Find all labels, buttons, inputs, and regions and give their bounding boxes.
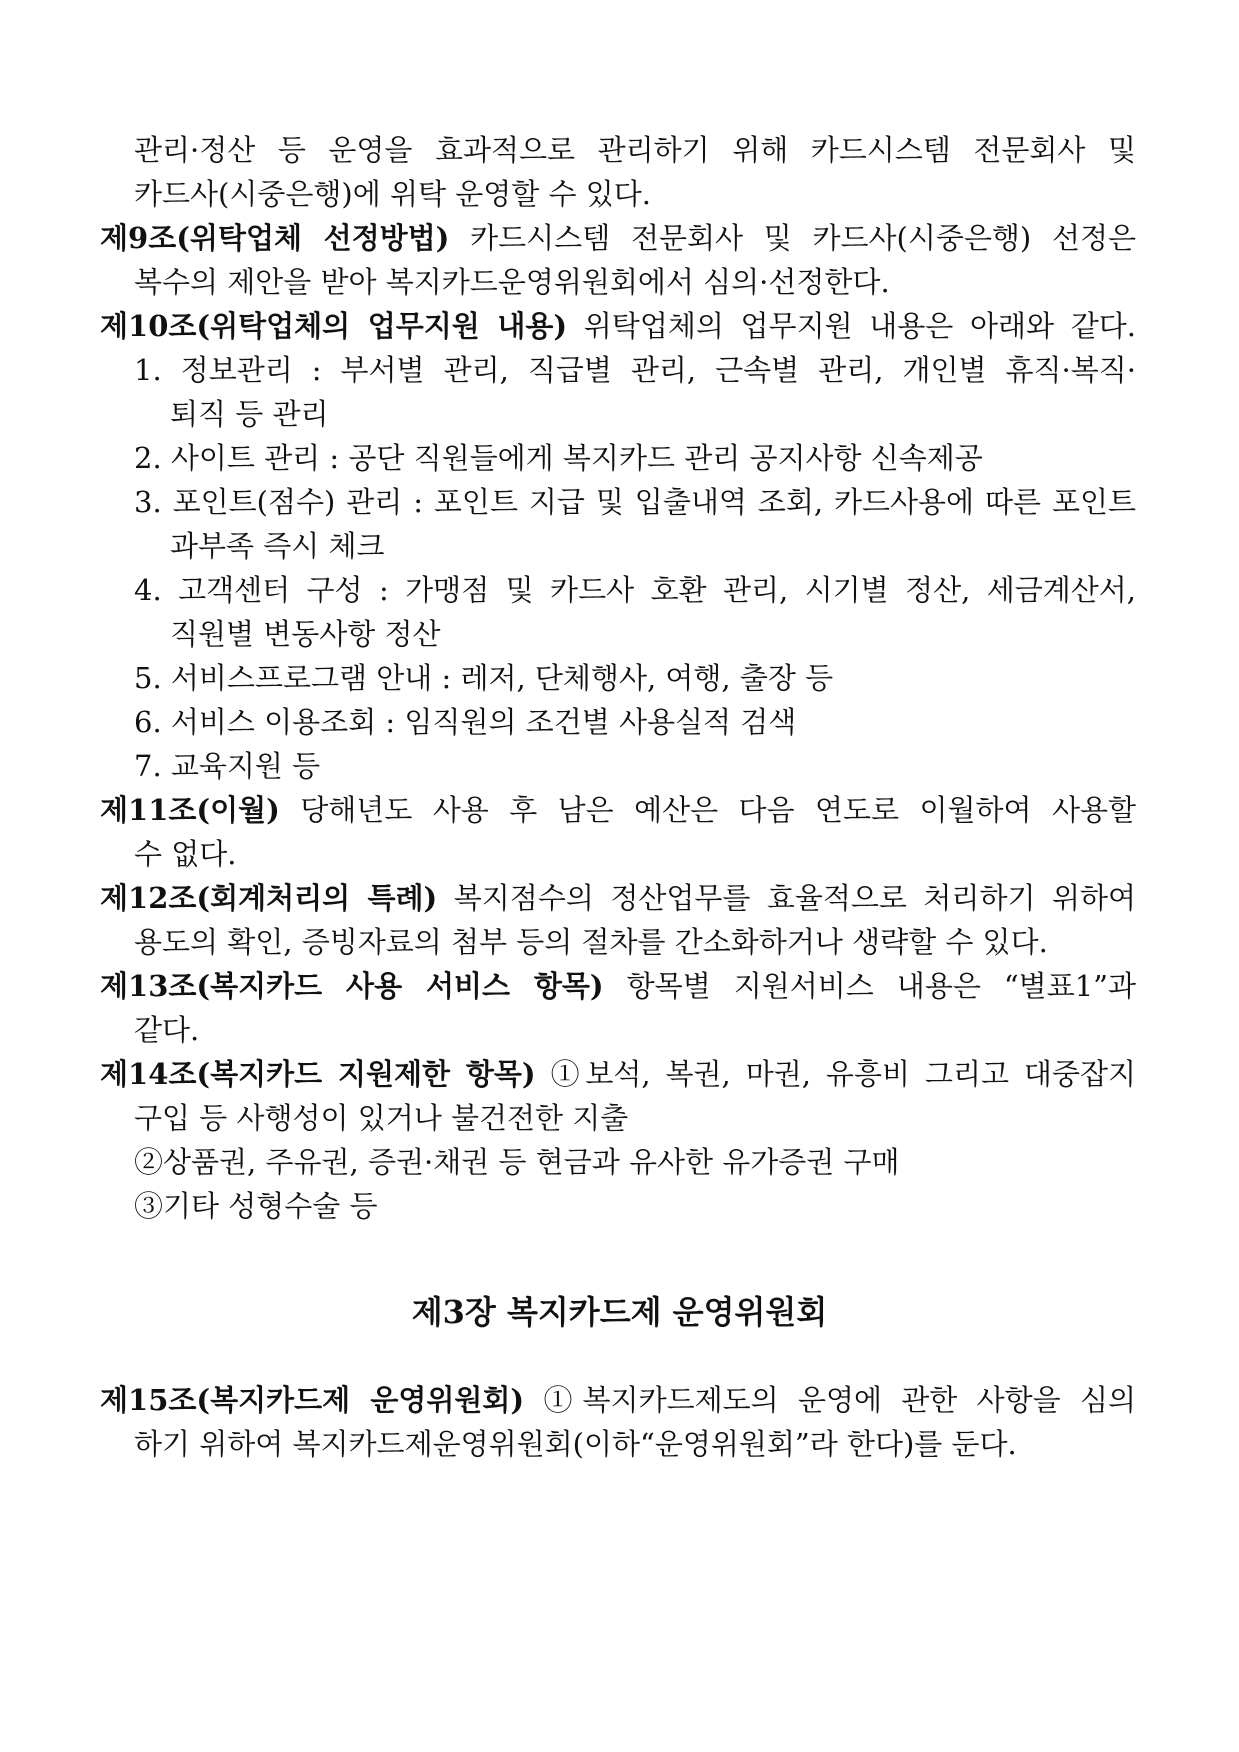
- paragraph-line: 용도의 확인, 증빙자료의 첨부 등의 절차를 간소화하거나 생략할 수 있다.: [134, 925, 1048, 959]
- paragraph-line: 하기 위하여 복지카드제운영위원회(이하“운영위원회”라 한다)를 둔다.: [134, 1427, 1017, 1461]
- article-heading: 제10조(위탁업체의 업무지원 내용): [100, 309, 568, 343]
- article-text: 복지점수의 정산업무를 효율적으로 처리하기 위하여: [437, 881, 1136, 915]
- article-12: [100, 876, 1136, 920]
- article-heading: 제15조(복지카드제 운영위원회): [100, 1383, 525, 1417]
- list-item: 3. 포인트(점수) 관리 : 포인트 지급 및 입출내역 조회, 카드사용에 따른 포인트: [134, 485, 1136, 519]
- list-item: 2. 사이트 관리 : 공단 직원들에게 복지카드 관리 공지사항 신속제공: [134, 441, 983, 475]
- paragraph-line: 구입 등 사행성이 있거나 불건전한 지출: [134, 1101, 629, 1135]
- paragraph-line: ②상품권, 주유권, 증권·채권 등 현금과 유사한 유가증권 구매: [134, 1145, 900, 1179]
- article-text: 카드시스템 전문회사 및 카드사(시중은행) 선정은: [449, 221, 1137, 255]
- list-item: 7. 교육지원 등: [134, 749, 321, 783]
- paragraph-line: 같다.: [134, 1013, 200, 1047]
- article-heading: 제12조(회계처리의 특례): [100, 881, 438, 915]
- article-10: [100, 304, 1136, 348]
- list-item-continuation: 퇴직 등 관리: [170, 397, 329, 431]
- article-text: 당해년도 사용 후 남은 예산은 다음 연도로 이월하여 사용할: [279, 793, 1136, 827]
- chapter-title: 제3장 복지카드제 운영위원회: [411, 1293, 828, 1331]
- article-heading: 제14조(복지카드 지원제한 항목): [100, 1057, 536, 1091]
- article-text: ①복지카드제도의 운영에 관한 사항을 심의: [524, 1383, 1136, 1417]
- article-11: [100, 788, 1136, 832]
- article-heading: 제11조(이월): [100, 793, 280, 827]
- article-15: [100, 1378, 1136, 1422]
- article-text: 위탁업체의 업무지원 내용은 아래와 같다.: [567, 309, 1136, 343]
- list-item: 1. 정보관리 : 부서별 관리, 직급별 관리, 근속별 관리, 개인별 휴직·복직·: [134, 353, 1136, 387]
- paragraph-line: 관리·정산 등 운영을 효과적으로 관리하기 위해 카드시스템 전문회사 및: [134, 133, 1136, 167]
- article-13: [100, 964, 1136, 1008]
- list-item-continuation: 직원별 변동사항 정산: [170, 617, 441, 651]
- article-heading: 제13조(복지카드 사용 서비스 항목): [100, 969, 604, 1003]
- article-heading: 제9조(위탁업체 선정방법): [100, 221, 450, 255]
- list-item: 6. 서비스 이용조회 : 임직원의 조건별 사용실적 검색: [134, 705, 797, 739]
- list-item: 5. 서비스프로그램 안내 : 레저, 단체행사, 여행, 출장 등: [134, 661, 834, 695]
- paragraph-line: 복수의 제안을 받아 복지카드운영위원회에서 심의·선정한다.: [134, 265, 890, 299]
- article-text: ①보석, 복권, 마권, 유흥비 그리고 대중잡지: [535, 1057, 1136, 1091]
- article-text: 항목별 지원서비스 내용은 “별표1”과: [603, 969, 1136, 1003]
- paragraph-line: ③기타 성형수술 등: [134, 1189, 378, 1223]
- article-14: [100, 1052, 1136, 1096]
- article-9: [100, 216, 1136, 260]
- list-item: 4. 고객센터 구성 : 가맹점 및 카드사 호환 관리, 시기별 정산, 세금계산서,: [134, 573, 1136, 607]
- paragraph-line: 카드사(시중은행)에 위탁 운영할 수 있다.: [134, 177, 651, 211]
- paragraph-line: 수 없다.: [134, 837, 237, 871]
- list-item-continuation: 과부족 즉시 체크: [170, 529, 385, 563]
